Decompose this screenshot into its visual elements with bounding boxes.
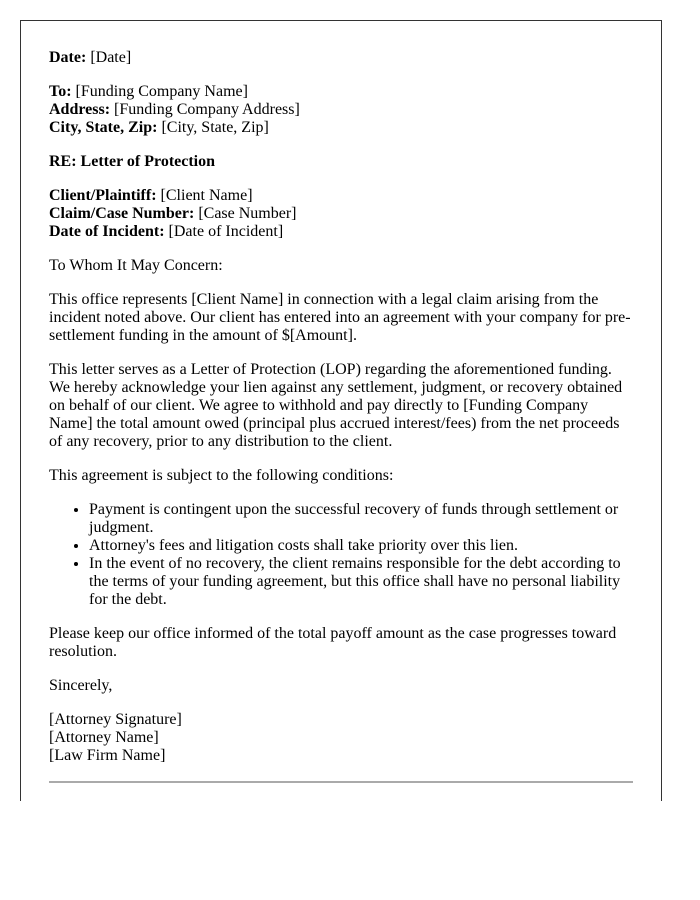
recipient-block: To: [Funding Company Name] Address: [Funding Company Address] City, State, Zip: [City, State, Zip] (49, 83, 300, 136)
condition-item: • Payment is contingent upon the successful recovery of funds through settlement or judgment. (89, 501, 633, 537)
closing: Sincerely, (49, 677, 113, 694)
condition-item: • In the event of no recovery, the client remains responsible for the debt according to the terms of your funding agreement, but this office shall have no personal liability for the debt. (89, 555, 633, 609)
salutation: To Whom It May Concern: (49, 257, 223, 274)
body-paragraph: This letter serves as a Letter of Protection (LOP) regarding the aforementioned funding. We hereby acknowledge your lien against any settlement, judgment, or recovery obtained on behalf of our client. We agree to withhold and pay directly to [Funding Company Name] the total amount owed (principal plus accrued interest/fees) from the net proceeds of any recovery, prior to any distribution to the client. (49, 361, 623, 450)
body-paragraph: This office represents [Client Name] in connection with a legal claim arising from the incident noted above. Our client has entered into an agreement with your company for pre-settlement funding in the amount of $[Amount]. (49, 291, 631, 344)
condition-item: • Attorney's fees and litigation costs shall take priority over this lien. (89, 537, 633, 555)
subject-line: RE: Letter of Protection (49, 153, 216, 170)
date-line: Date: [Date] (49, 49, 132, 66)
horizontal-divider (49, 781, 633, 783)
case-info-block: Client/Plaintiff: [Client Name] Claim/Case Number: [Case Number] Date of Incident: [Date of Incident] (49, 187, 297, 240)
conditions-list (49, 501, 633, 609)
letter-page (20, 20, 662, 801)
body-paragraph: This agreement is subject to the following conditions: (49, 467, 394, 484)
signature-block: [Attorney Signature] [Attorney Name] [Law Firm Name] (49, 711, 182, 764)
closing-paragraph: Please keep our office informed of the total payoff amount as the case progresses toward resolution. (49, 625, 617, 660)
